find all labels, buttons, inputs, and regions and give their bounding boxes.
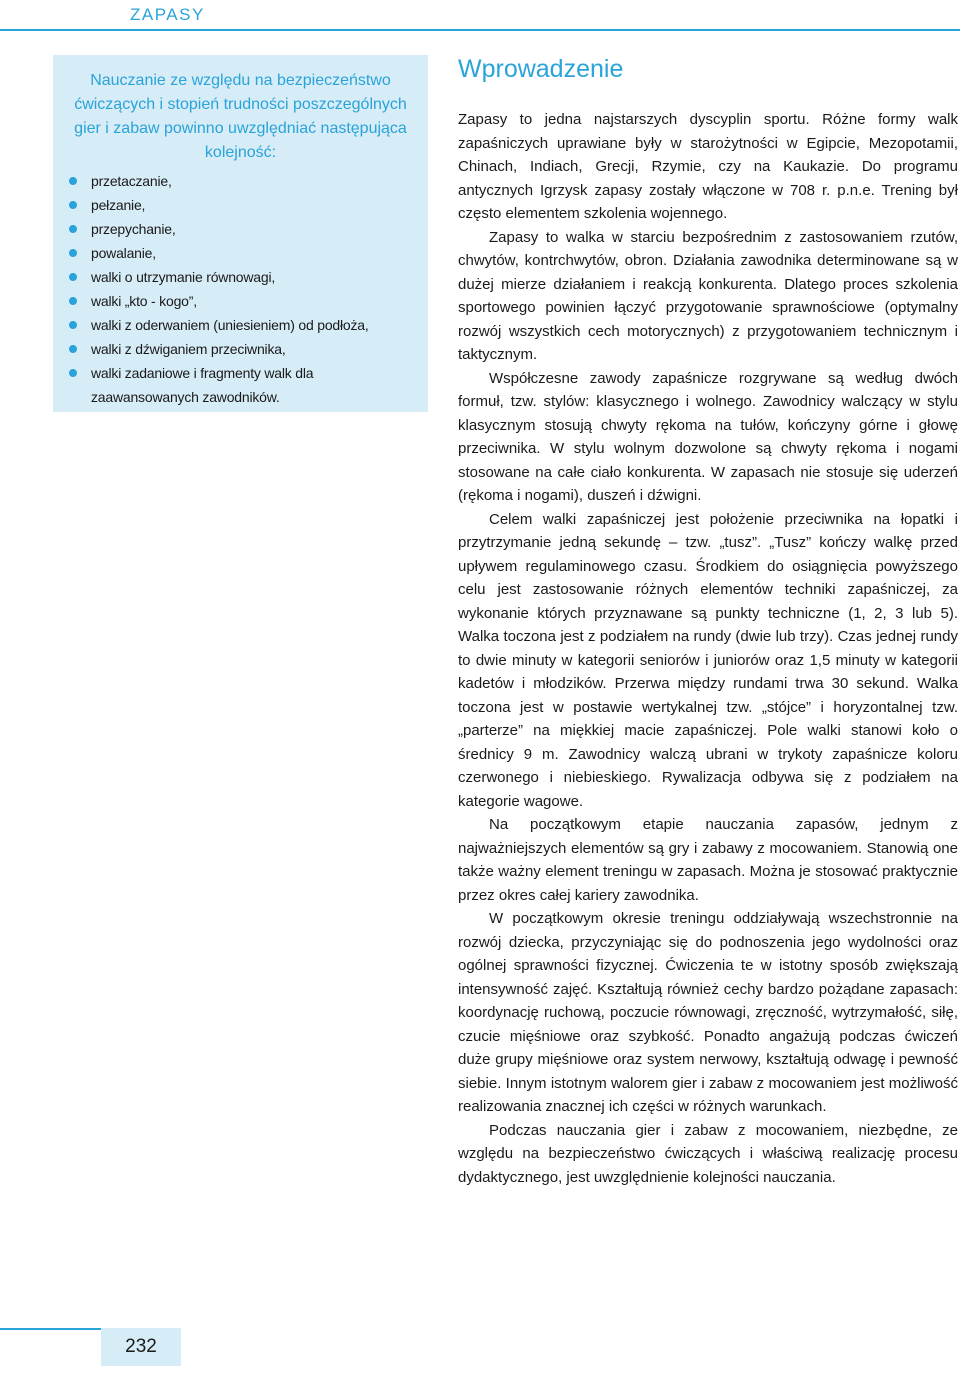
section-title: Wprowadzenie [458, 55, 624, 83]
sidebar-box [53, 55, 428, 412]
footer-rule [0, 1328, 101, 1330]
list-item [69, 241, 416, 265]
list-item-text: pełzanie, [91, 197, 146, 213]
list-item [69, 193, 416, 217]
list-item-text: powalanie, [91, 245, 156, 261]
body-paragraph: W początkowym okresie treningu oddziaływają wszechstronnie na rozwój dziecka, przyczyniając się do podnoszenia jego wydolności oraz ogólnej sprawności fizycznej. Ćwiczenia te w istotny sposób zwiększają intensywność zajęć. Kształtują również cechy bardzo pożądane zapasach: koordynację ruchową, poczucie równowagi, zręczność, wytrzymałość, siłę, czucie mięśniowe oraz szybkość. Ponadto angażują podczas ćwiczeń duże grupy mięśniowe oraz system nerwowy, kształtują odwagę i pewność siebie. Innym istotnym walorem gier i zabaw z mocowaniem jest możliwość realizowania znacznej ich części w różnych warunkach. [458, 910, 958, 1115]
header-rule [0, 29, 960, 31]
list-item [69, 313, 416, 337]
page-number: 232 [125, 1336, 157, 1357]
bullet-icon [69, 201, 77, 209]
main-body [458, 108, 958, 1189]
list-item [69, 289, 416, 313]
list-item [69, 169, 416, 193]
sidebar-list [65, 169, 416, 409]
sidebar-heading: Nauczanie ze względu na bezpieczeństwo ćwiczących i stopień trudności poszczególnych gier i zabaw powinno uwzględniać następująca kolejność: [74, 72, 407, 161]
list-item [69, 337, 416, 361]
list-item [69, 361, 416, 409]
body-paragraph: Zapasy to walka w starciu bezpośrednim z zastosowaniem rzutów, chwytów, kontrchwytów, obron. Działania zawodnika determinowane są w dużej mierze działaniem i reakcją konkurenta. Dlatego proces szkolenia sportowego powinien łączyć przygotowanie sprawnościowe (optymalny rozwój wszystkich cech motorycznych) z przygotowaniem technicznym i taktycznym. [458, 228, 958, 363]
bullet-icon [69, 225, 77, 233]
body-paragraph: Na początkowym etapie nauczania zapasów, jednym z najważniejszych elementów są gry i zabawy z mocowaniem. Stanowią one także ważny element treningu w zapasach. Można je stosować praktycznie przez okres całej kariery zawodnika. [458, 816, 958, 904]
list-item-text: przetaczanie, [91, 173, 172, 189]
list-item [69, 265, 416, 289]
page-number-box [101, 1328, 181, 1366]
bullet-icon [69, 297, 77, 305]
list-item-text: przepychanie, [91, 221, 176, 237]
running-header [0, 0, 960, 30]
bullet-icon [69, 345, 77, 353]
bullet-icon [69, 249, 77, 257]
list-item-text: walki z dźwiganiem przeciwnika, [91, 341, 286, 357]
list-item-text: walki o utrzymanie równowagi, [91, 269, 276, 285]
list-item-text: walki zadaniowe i fragmenty walk dla zaawansowanych zawodników. [91, 365, 314, 405]
section-label: ZAPASY [130, 5, 205, 24]
list-item-text: walki z oderwaniem (uniesieniem) od podłoża, [91, 317, 369, 333]
body-paragraph: Podczas nauczania gier i zabaw z mocowaniem, niezbędne, ze względu na bezpieczeństwo ćwiczących i właściwą realizację procesu dydaktycznego, jest uwzględnienie kolejności nauczania. [458, 1121, 958, 1186]
body-paragraph: Zapasy to jedna najstarszych dyscyplin sportu. Różne formy walk zapaśniczych uprawiane były w starożytności w Egipcie, Mezopotamii, Chinach, Indiach, Grecji, Rzymie, czy na Kaukazie. Do programu antycznych Igrzysk zapasy zostały włączone w 708 r. p.n.e. Trening był często elementem szkolenia wojennego. [458, 111, 958, 222]
bullet-icon [69, 273, 77, 281]
body-paragraph: Celem walki zapaśniczej jest położenie przeciwnika na łopatki i przytrzymanie jedną sekundę – tzw. „tusz”. „Tusz” kończy walkę przed upływem regulaminowego czasu. Środkiem do osiągnięcia powyższego celu jest zastosowanie różnych elementów techniki zapaśniczej, za wykonanie których przyznawane są punkty techniczne (1, 2, 3 lub 5). Walka toczona jest z podziałem na rundy (dwie lub trzy). Czas jednej rundy to dwie minuty w kategorii seniorów i juniorów oraz 1,5 minuty w kategorii kadetów i młodzików. Przerwa między rundami trwa 30 sekund. Walka toczona jest w postawie wertykalnej tzw. „stójce” i horyzontalnej tzw. „parterze” na miękkiej macie zapaśniczej. Pole walki stanowi koło o średnicy 9 m. Zawodnicy walczą ubrani w trykoty zapaśnicze koloru czerwonego i niebieskiego. Rywalizacja odbywa się z podziałem na kategorie wagowe. [458, 510, 958, 810]
bullet-icon [69, 177, 77, 185]
body-paragraph: Współczesne zawody zapaśnicze rozgrywane są według dwóch formuł, tzw. stylów: klasycznego i wolnego. Zawodnicy walczący w stylu klasycznym stosują chwyty rękoma na tułów, kończyny górne i głowę przeciwnika. W stylu wolnym dozwolone są chwyty rękoma i nogami stosowane na całe ciało konkurenta. W zapasach nie stosuje się uderzeń (rękoma i nogami), duszeń i dźwigni. [458, 369, 958, 504]
bullet-icon [69, 321, 77, 329]
bullet-icon [69, 369, 77, 377]
list-item [69, 217, 416, 241]
list-item-text: walki „kto - kogo”, [91, 293, 197, 309]
